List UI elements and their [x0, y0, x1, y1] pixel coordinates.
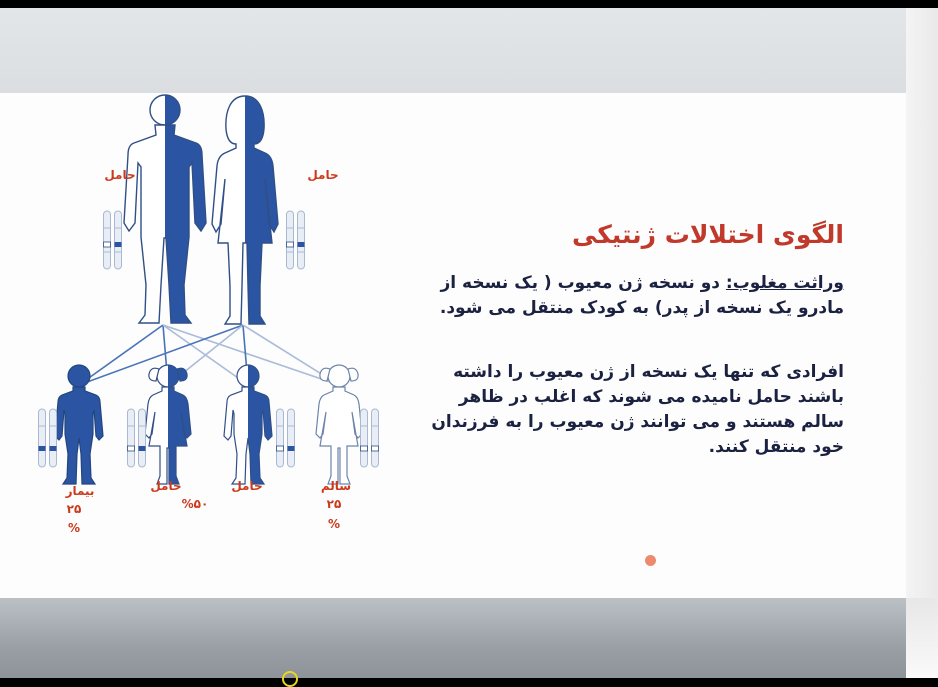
mother-label: حامل: [307, 168, 339, 182]
window-right-edge: [906, 8, 938, 598]
slide-title: الگوی اختلالات ژنتیکی: [571, 220, 844, 249]
child-carrier-boy-figure: [224, 365, 272, 484]
inheritance-lines: [79, 325, 339, 385]
recessive-inheritance-text: دو نسخه ژن معیوب ( یک نسخه از مادرو یک نسخه از پدر) به کودک منتقل می شود.: [439, 273, 844, 318]
child-healthy-label: سالم: [320, 479, 352, 493]
child-carrier-girl-label: حامل: [150, 479, 182, 493]
child-healthy-chromosomes: [361, 409, 379, 467]
child-carrier-pct: %۵۰: [181, 497, 209, 511]
child-affected-figure: [55, 365, 103, 484]
father-figure: [124, 95, 206, 323]
child-healthy-pct-sign: %: [327, 517, 341, 531]
slide-bottom-band: [0, 598, 938, 678]
child-affected-pct-number: ۲۵: [66, 502, 82, 516]
cursor-indicator-icon: [282, 671, 298, 687]
child-affected-label: بیمار: [65, 484, 95, 498]
father-label: حامل: [104, 168, 136, 182]
child-carrier-boy-chromosomes: [277, 409, 295, 467]
child-carrier-girl-chromosomes: [128, 409, 146, 467]
child-healthy-figure: [316, 365, 362, 484]
child-affected-pct-sign: %: [67, 521, 81, 535]
mother-figure: [212, 96, 278, 324]
slide-dot-marker: [645, 555, 656, 566]
child-healthy-pct-number: ۲۵: [326, 497, 342, 511]
slide: [0, 8, 906, 598]
child-carrier-boy-label: حامل: [231, 479, 263, 493]
child-affected-chromosomes: [39, 409, 57, 467]
recessive-inheritance-paragraph: [424, 271, 844, 321]
mother-chromosomes: [287, 211, 305, 269]
carrier-paragraph: افرادی که تنها یک نسخه از ژن معیوب را داشته باشند حامل نامیده می شوند که اغلب در ظاهر سالم هستند و می توانند ژن معیوب را به فرزندان خود منتقل کنند.: [431, 362, 844, 457]
recessive-inheritance-term: وراثت مغلوب:: [725, 273, 844, 293]
child-carrier-girl-figure: [145, 365, 191, 484]
window-bottom-right-glow: [906, 598, 938, 678]
father-chromosomes: [104, 211, 122, 269]
